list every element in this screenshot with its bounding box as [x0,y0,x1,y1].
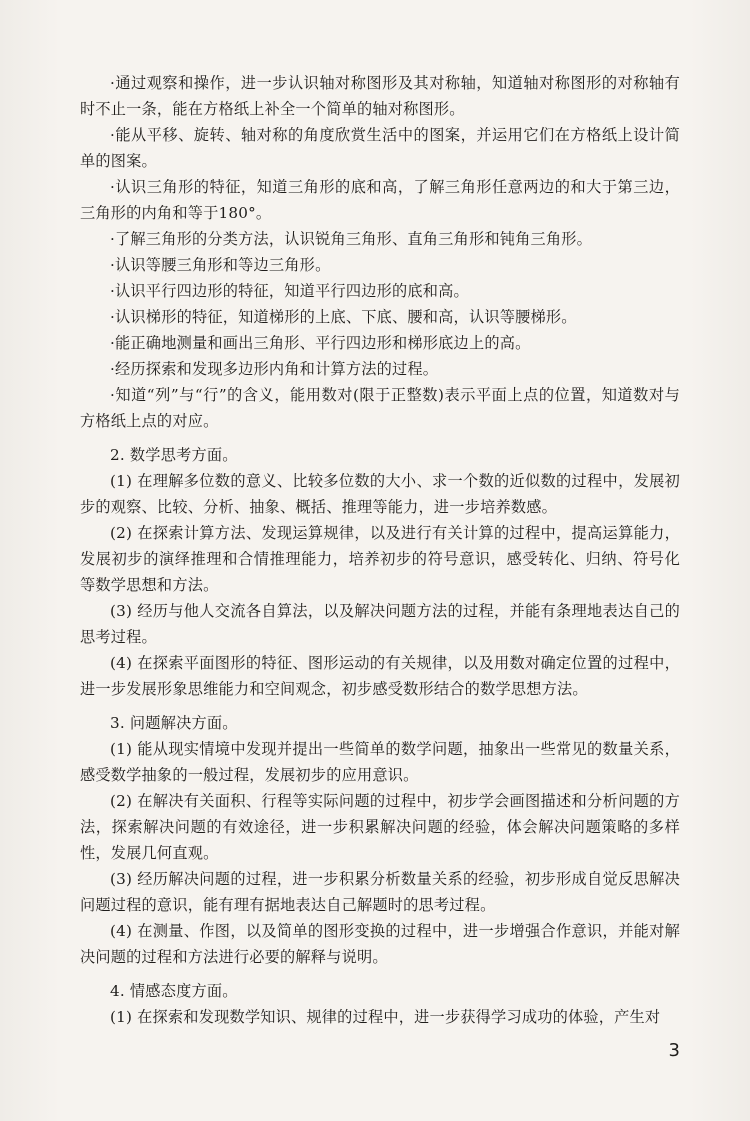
page-number: 3 [668,1040,680,1061]
objective-3: ·认识三角形的特征，知道三角形的底和高，了解三角形任意两边的和大于第三边，三角形的内角和等于180°。 [80,178,680,222]
problem-solving-item-4: (4) 在测量、作图，以及简单的图形变换的过程中，进一步增强合作意识，并能对解决问题的过程和方法进行必要的解释与说明。 [80,922,680,966]
section-heading-math-thinking: 2. 数学思考方面。 [110,446,238,464]
objective-1: ·通过观察和操作，进一步认识轴对称图形及其对称轴，知道轴对称图形的对称轴有时不止一条，能在方格纸上补全一个简单的轴对称图形。 [80,74,680,118]
objective-2: ·能从平移、旋转、轴对称的角度欣赏生活中的图案，并运用它们在方格纸上设计简单的图案。 [80,126,680,170]
section-heading-problem-solving: 3. 问题解决方面。 [110,714,238,732]
objective-6: ·认识平行四边形的特征，知道平行四边形的底和高。 [110,282,469,300]
problem-solving-item-1: (1) 能从现实情境中发现并提出一些简单的数学问题，抽象出一些常见的数量关系，感受数学抽象的一般过程，发展初步的应用意识。 [80,740,680,784]
objective-9: ·经历探索和发现多边形内角和计算方法的过程。 [110,360,439,378]
math-thinking-item-2: (2) 在探索计算方法、发现运算规律，以及进行有关计算的过程中，提高运算能力，发展初步的演绎推理和合情推理能力，培养初步的符号意识，感受转化、归纳、符号化等数学思想和方法。 [80,524,680,594]
objective-7: ·认识梯形的特征，知道梯形的上底、下底、腰和高，认识等腰梯形。 [110,308,577,326]
objective-5: ·认识等腰三角形和等边三角形。 [110,256,331,274]
objective-10: ·知道“列”与“行”的含义，能用数对(限于正整数)表示平面上点的位置，知道数对与方格纸上点的对应。 [80,386,680,430]
math-thinking-item-4: (4) 在探索平面图形的特征、图形运动的有关规律，以及用数对确定位置的过程中，进一步发展形象思维能力和空间观念，初步感受数形结合的数学思想方法。 [80,654,680,698]
math-thinking-item-3: (3) 经历与他人交流各自算法，以及解决问题方法的过程，并能有条理地表达自己的思考过程。 [80,602,680,646]
objective-8: ·能正确地测量和画出三角形、平行四边形和梯形底边上的高。 [110,334,531,352]
objective-4: ·了解三角形的分类方法，认识锐角三角形、直角三角形和钝角三角形。 [110,230,593,248]
problem-solving-item-3: (3) 经历解决问题的过程，进一步积累分析数量关系的经验，初步形成自觉反思解决问题过程的意识，能有理有据地表达自己解题时的思考过程。 [80,870,680,914]
problem-solving-item-2: (2) 在解决有关面积、行程等实际问题的过程中，初步学会画图描述和分析问题的方法，探索解决问题的有效途径，进一步积累解决问题的经验，体会解决问题策略的多样性，发展几何直观。 [80,792,680,862]
section-heading-attitude: 4. 情感态度方面。 [110,982,238,1000]
math-thinking-item-1: (1) 在理解多位数的意义、比较多位数的大小、求一个数的近似数的过程中，发展初步的观察、比较、分析、抽象、概括、推理等能力，进一步培养数感。 [80,472,680,516]
body-text [80,70,680,1030]
attitude-item-1: (1) 在探索和发现数学知识、规律的过程中，进一步获得学习成功的体验，产生对 [110,1008,661,1026]
